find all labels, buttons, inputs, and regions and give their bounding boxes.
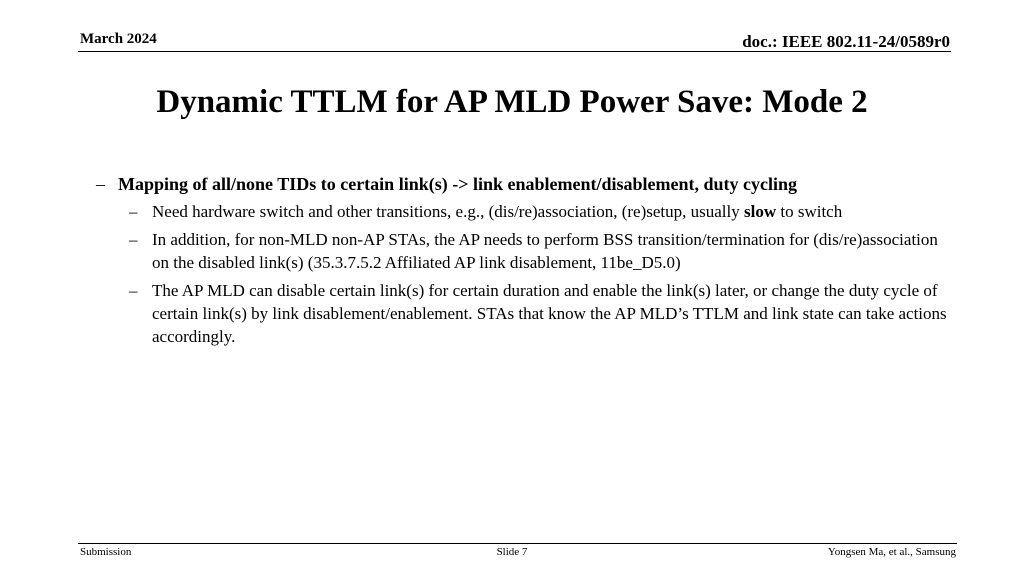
bullet-sub-3-text: The AP MLD can disable certain link(s) for certain duration and enable the link(s) later, or change the duty cycle of certain link(s) by link disablement/enablement. STAs that know the AP MLD’s TTLM and link state can take actions accordingly. (152, 281, 947, 346)
footer-authors: Yongsen Ma, et al., Samsung (827, 546, 956, 558)
bullet-main-text: Mapping of all/none TIDs to certain link(s) -> link enablement/disablement, duty cycling (118, 174, 797, 194)
slide-body (96, 172, 956, 353)
header-date: March 2024 (80, 31, 157, 47)
footer-submission: Submission (80, 546, 132, 558)
header-doc-id: doc.: IEEE 802.11-24/0589r0 (742, 32, 950, 51)
header-divider (78, 51, 951, 52)
bullet-sub-1-text-before: Need hardware switch and other transitions, e.g., (dis/re)association, (re)setup, usually (152, 202, 744, 221)
footer-divider (78, 543, 957, 544)
footer-slide-number: Slide 7 (496, 546, 528, 558)
bullet-sub-1 (129, 200, 956, 223)
bullet-dash: – (129, 202, 138, 221)
slide-title: Dynamic TTLM for AP MLD Power Save: Mode 2 (156, 84, 868, 120)
bullet-sub-1-text-after: to switch (776, 202, 843, 221)
bullet-sub-1-emphasis: slow (744, 202, 777, 221)
bullet-sub-1-text (152, 200, 952, 223)
bullet-sub-2 (129, 228, 956, 274)
bullet-sub-3 (129, 279, 956, 348)
bullet-dash: – (129, 281, 138, 300)
bullet-sub-2-text: In addition, for non-MLD non-AP STAs, the AP needs to perform BSS transition/termination for (dis/re)association on the disabled link(s) (35.3.7.5.2 Affiliated AP link disablement, 11be_D5.0) (152, 230, 938, 272)
bullet-main (96, 172, 956, 196)
bullet-dash: – (129, 230, 138, 249)
bullet-dash: – (96, 174, 105, 194)
